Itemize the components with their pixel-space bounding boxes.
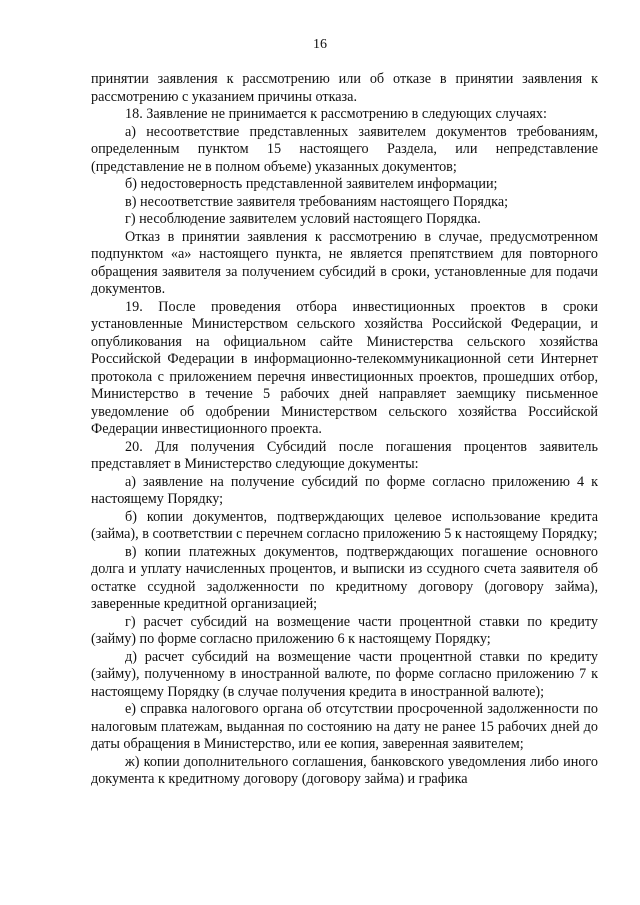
paragraph: б) недостоверность представленной заявителем информации; bbox=[125, 176, 498, 192]
document-body bbox=[91, 71, 598, 789]
paragraph: 18. Заявление не принимается к рассмотрению в следующих случаях: bbox=[125, 106, 547, 122]
paragraph: в) несоответствие заявителя требованиям настоящего Порядка; bbox=[125, 193, 509, 210]
paragraph: б) копии документов, подтверждающих целевое использование кредита (займа), в соответствии с перечнем согласно приложению 5 к настоящему Порядку; bbox=[91, 508, 598, 542]
paragraph: 19. После проведения отбора инвестиционных проектов в сроки установленные Министерством сельского хозяйства Российской Федерации, и опубликования на официальном сайте Министерства сельского хозяйства Российской Федерации в информационно-телекоммуникационной сети Интернет протокола с приложением перечня инвестиционных проектов, прошедших отбор, Министерство в течение 5 рабочих дней направляет заемщику письменное уведомление об одобрении Министерством сельского хозяйства Российской Федерации инвестиционного проекта. bbox=[91, 298, 598, 437]
paragraph: ж) копии дополнительного соглашения, банковского уведомления либо иного документа к кредитному договору (договору займа) и графика bbox=[91, 753, 598, 787]
paragraph: Отказ в принятии заявления к рассмотрению в случае, предусмотренном подпунктом «а» настоящего пункта, не является препятствием для повторного обращения заявителя за получением субсидий в сроки, установленные для подачи документов. bbox=[91, 228, 598, 297]
paragraph: 20. Для получения Субсидий после погашения процентов заявитель представляет в Министерство следующие документы: bbox=[91, 438, 598, 472]
paragraph: е) справка налогового органа об отсутствии просроченной задолженности по налоговым платежам, выданная по состоянию на дату не ранее 15 рабочих дней до даты обращения в Министерство, или ее копия, заверенная заявителем; bbox=[91, 701, 598, 752]
paragraph: а) заявление на получение субсидий по форме согласно приложению 4 к настоящему Порядку; bbox=[91, 473, 598, 507]
paragraph: принятии заявления к рассмотрению или об отказе в принятии заявления к рассмотрению с указанием причины отказа. bbox=[91, 71, 598, 105]
paragraph: а) несоответствие представленных заявителем документов требованиям, определенным пунктом 15 настоящего Раздела, или непредставление (представление не в полном объеме) указанных документов; bbox=[91, 123, 598, 175]
page-number: 16 bbox=[313, 37, 327, 52]
paragraph: г) несоблюдение заявителем условий настоящего Порядка. bbox=[125, 211, 481, 227]
paragraph: в) копии платежных документов, подтверждающих погашение основного долга и уплату начисленных процентов, и выписки из ссудного счета заявителя об остатке ссудной задолженности по кредитному договору (договору займа), заверенные кредитной организацией; bbox=[91, 543, 598, 612]
paragraph: г) расчет субсидий на возмещение части процентной ставки по кредиту (займу) по форме согласно приложению 6 к настоящему Порядку; bbox=[91, 613, 598, 647]
paragraph: д) расчет субсидий на возмещение части процентной ставки по кредиту (займу), полученному в иностранной валюте, по форме согласно приложению 7 к настоящему Порядку (в случае получения кредита в иностранной валюте); bbox=[91, 648, 598, 700]
